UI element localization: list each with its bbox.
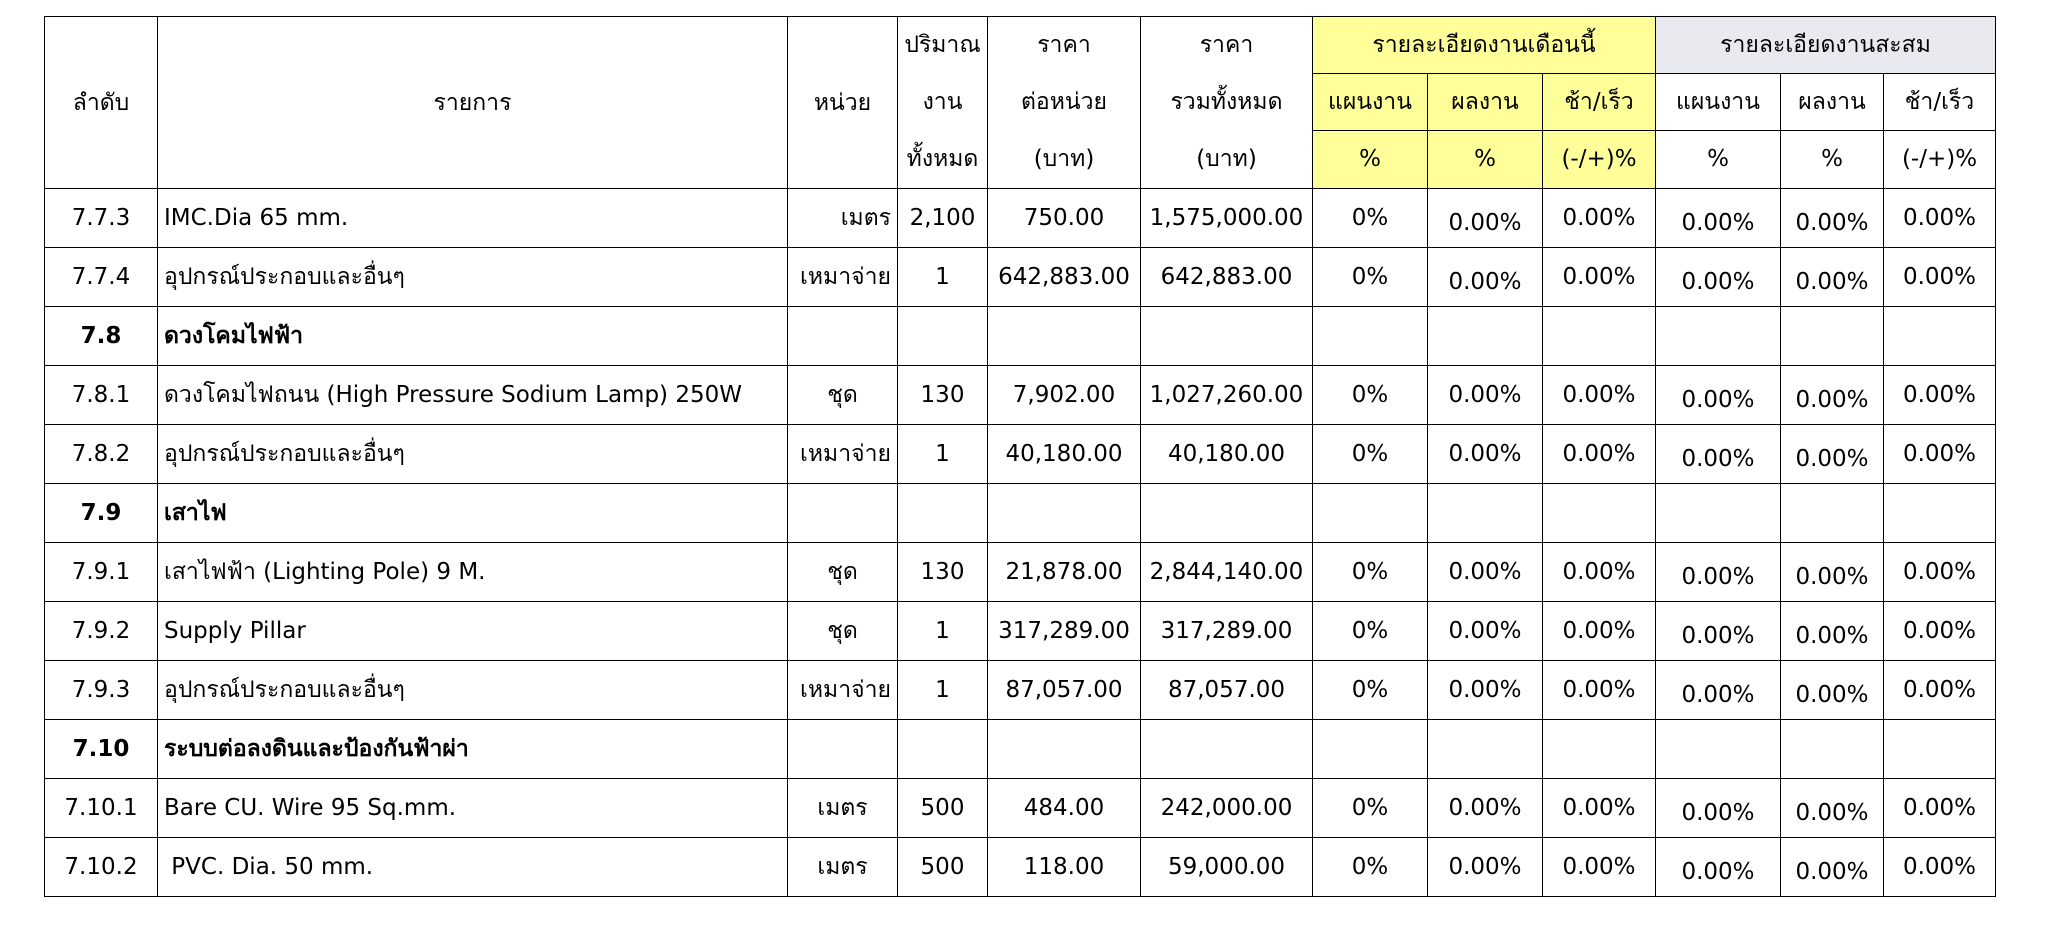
- cell-month-plan: 0%: [1313, 425, 1428, 484]
- cell-cum-result: [1781, 838, 1884, 897]
- cell-cum-plan: [1656, 838, 1781, 897]
- cell-empty: [1141, 484, 1313, 543]
- cell-cum-variance: 0.00%: [1884, 248, 1996, 307]
- header-month-variance-pct: (-/+)%: [1543, 130, 1656, 188]
- cell-month-variance: 0.00%: [1543, 189, 1656, 248]
- header-seq: ลำดับ: [45, 17, 158, 189]
- header-unit-price: [988, 17, 1141, 189]
- cell-seq: 7.8: [45, 307, 158, 366]
- cell-seq: 7.8.2: [45, 425, 158, 484]
- header-total-price-line3: (บาท): [1196, 146, 1257, 172]
- cell-cum-variance: 0.00%: [1884, 425, 1996, 484]
- cell-total: 59,000.00: [1141, 838, 1313, 897]
- cell-cum-plan-value: 0.00%: [1681, 269, 1755, 295]
- header-cum-plan: แผนงาน: [1656, 73, 1781, 130]
- section-row: [45, 720, 1996, 779]
- cell-unit-price: 484.00: [988, 779, 1141, 838]
- cell-cum-variance: 0.00%: [1884, 189, 1996, 248]
- table-row: [45, 189, 1996, 248]
- cell-total: 1,575,000.00: [1141, 189, 1313, 248]
- cell-month-result: 0.00%: [1428, 661, 1543, 720]
- header-month-group: รายละเอียดงานเดือนนี้: [1313, 17, 1656, 74]
- cell-cum-result: [1781, 661, 1884, 720]
- header-quantity-line2: งาน: [922, 89, 963, 115]
- cell-empty: [1543, 720, 1656, 779]
- cell-month-plan: 0%: [1313, 661, 1428, 720]
- cell-empty: [988, 720, 1141, 779]
- cell-seq: 7.7.4: [45, 248, 158, 307]
- cell-cum-result: [1781, 543, 1884, 602]
- cell-item: เสาไฟฟ้า (Lighting Pole) 9 M.: [158, 543, 788, 602]
- cell-empty: [1141, 307, 1313, 366]
- cell-quantity: 2,100: [898, 189, 988, 248]
- cell-month-result: 0.00%: [1428, 838, 1543, 897]
- cell-month-result: [1428, 248, 1543, 307]
- cell-cum-plan: [1656, 248, 1781, 307]
- header-quantity-line1: ปริมาณ: [904, 32, 981, 58]
- cell-month-result: 0.00%: [1428, 779, 1543, 838]
- cell-cum-result: [1781, 248, 1884, 307]
- cell-empty: [1781, 307, 1884, 366]
- cell-item: IMC.Dia 65 mm.: [158, 189, 788, 248]
- header-month-result: ผลงาน: [1428, 73, 1543, 130]
- cell-unit: เหมาจ่าย: [788, 661, 898, 720]
- header-cum-variance-pct: (-/+)%: [1884, 130, 1996, 188]
- cell-unit: ชุด: [788, 366, 898, 425]
- header-month-result-pct: %: [1428, 130, 1543, 188]
- cell-cum-variance: 0.00%: [1884, 602, 1996, 661]
- cell-empty: [1141, 720, 1313, 779]
- header-unit-price-line3: (บาท): [1033, 146, 1095, 172]
- cell-cum-result-value: 0.00%: [1795, 859, 1869, 885]
- cell-seq: 7.9.3: [45, 661, 158, 720]
- cell-cum-variance: 0.00%: [1884, 838, 1996, 897]
- table-row: [45, 425, 1996, 484]
- header-cum-variance: ช้า/เร็ว: [1884, 73, 1996, 130]
- cell-empty: [988, 484, 1141, 543]
- cell-empty: [1313, 484, 1428, 543]
- cell-unit: เมตร: [788, 189, 898, 248]
- cell-empty: [1781, 720, 1884, 779]
- header-total-price-line2: รวมทั้งหมด: [1170, 89, 1283, 115]
- cell-month-variance: 0.00%: [1543, 779, 1656, 838]
- header-total-price: [1141, 17, 1313, 189]
- table-row: [45, 248, 1996, 307]
- cell-unit-price: 87,057.00: [988, 661, 1141, 720]
- cell-month-result: 0.00%: [1428, 543, 1543, 602]
- cell-month-result-value: 0.00%: [1448, 210, 1522, 236]
- cell-quantity: 1: [898, 425, 988, 484]
- cell-quantity: 500: [898, 838, 988, 897]
- cell-total: 2,844,140.00: [1141, 543, 1313, 602]
- cell-cum-variance: 0.00%: [1884, 661, 1996, 720]
- cell-total: 40,180.00: [1141, 425, 1313, 484]
- cell-month-plan: 0%: [1313, 248, 1428, 307]
- cell-month-plan: 0%: [1313, 543, 1428, 602]
- cell-month-variance: 0.00%: [1543, 602, 1656, 661]
- cell-cum-variance: 0.00%: [1884, 543, 1996, 602]
- cell-month-plan: 0%: [1313, 602, 1428, 661]
- cell-cum-plan-value: 0.00%: [1681, 564, 1755, 590]
- cell-total: 642,883.00: [1141, 248, 1313, 307]
- cell-unit-price: 642,883.00: [988, 248, 1141, 307]
- cell-cum-plan-value: 0.00%: [1681, 387, 1755, 413]
- cell-month-result: 0.00%: [1428, 366, 1543, 425]
- header-total-price-line1: ราคา: [1199, 32, 1254, 58]
- cell-empty: [898, 720, 988, 779]
- cell-cum-result-value: 0.00%: [1795, 682, 1869, 708]
- cell-seq: 7.8.1: [45, 366, 158, 425]
- cell-empty: [1313, 307, 1428, 366]
- cell-cum-result: [1781, 602, 1884, 661]
- cell-month-result: 0.00%: [1428, 425, 1543, 484]
- cell-cum-result: [1781, 425, 1884, 484]
- cell-unit: ชุด: [788, 602, 898, 661]
- cell-empty: [1656, 720, 1781, 779]
- header-quantity: [898, 17, 988, 189]
- cell-quantity: 500: [898, 779, 988, 838]
- cell-item: อุปกรณ์ประกอบและอื่นๆ: [158, 425, 788, 484]
- table-row: [45, 366, 1996, 425]
- header-month-variance: ช้า/เร็ว: [1543, 73, 1656, 130]
- cell-empty: [1884, 307, 1996, 366]
- section-row: [45, 307, 1996, 366]
- cell-cum-plan: [1656, 779, 1781, 838]
- cell-month-variance: 0.00%: [1543, 661, 1656, 720]
- cell-cum-result-value: 0.00%: [1795, 446, 1869, 472]
- cell-seq: 7.7.3: [45, 189, 158, 248]
- cell-item: Supply Pillar: [158, 602, 788, 661]
- cell-unit: เหมาจ่าย: [788, 248, 898, 307]
- cell-empty: [1428, 484, 1543, 543]
- cell-unit: ชุด: [788, 543, 898, 602]
- cell-month-result: [1428, 189, 1543, 248]
- section-row: [45, 484, 1996, 543]
- cell-unit-price: 317,289.00: [988, 602, 1141, 661]
- cell-empty: [1543, 484, 1656, 543]
- cell-section-title: ดวงโคมไฟฟ้า: [158, 307, 788, 366]
- cell-total: 87,057.00: [1141, 661, 1313, 720]
- cell-empty: [788, 484, 898, 543]
- cell-empty: [1884, 484, 1996, 543]
- cell-item: อุปกรณ์ประกอบและอื่นๆ: [158, 248, 788, 307]
- cell-cum-plan: [1656, 425, 1781, 484]
- cell-cum-result-value: 0.00%: [1795, 800, 1869, 826]
- table-row: [45, 779, 1996, 838]
- cell-quantity: 1: [898, 248, 988, 307]
- cell-unit: เมตร: [788, 779, 898, 838]
- cell-cum-plan: [1656, 189, 1781, 248]
- cell-month-variance: 0.00%: [1543, 543, 1656, 602]
- header-item: รายการ: [158, 17, 788, 189]
- cell-section-title: เสาไฟ: [158, 484, 788, 543]
- header-quantity-line3: ทั้งหมด: [906, 146, 979, 172]
- cell-cum-variance: 0.00%: [1884, 779, 1996, 838]
- cell-total: 1,027,260.00: [1141, 366, 1313, 425]
- cell-cum-result: [1781, 779, 1884, 838]
- cell-month-result-value: 0.00%: [1448, 269, 1522, 295]
- cell-empty: [898, 484, 988, 543]
- cell-empty: [1781, 484, 1884, 543]
- table-row: [45, 838, 1996, 897]
- cell-empty: [988, 307, 1141, 366]
- cell-cum-result-value: 0.00%: [1795, 564, 1869, 590]
- cell-empty: [788, 307, 898, 366]
- cell-item: ดวงโคมไฟถนน (High Pressure Sodium Lamp) 250W: [158, 366, 788, 425]
- cell-seq: 7.9.1: [45, 543, 158, 602]
- cell-cum-plan-value: 0.00%: [1681, 800, 1755, 826]
- cell-total: 317,289.00: [1141, 602, 1313, 661]
- cell-month-variance: 0.00%: [1543, 248, 1656, 307]
- cell-item: PVC. Dia. 50 mm.: [158, 838, 788, 897]
- table-body: [45, 189, 1996, 897]
- cell-empty: [898, 307, 988, 366]
- cell-item: Bare CU. Wire 95 Sq.mm.: [158, 779, 788, 838]
- cell-empty: [1428, 720, 1543, 779]
- cell-month-plan: 0%: [1313, 189, 1428, 248]
- cell-empty: [1313, 720, 1428, 779]
- header-unit-price-line2: ต่อหน่วย: [1020, 89, 1108, 115]
- header-cum-result-pct: %: [1781, 130, 1884, 188]
- cell-cum-plan-value: 0.00%: [1681, 859, 1755, 885]
- cell-cum-plan: [1656, 661, 1781, 720]
- cell-cum-result-value: 0.00%: [1795, 623, 1869, 649]
- cell-quantity: 1: [898, 661, 988, 720]
- cell-cum-plan-value: 0.00%: [1681, 446, 1755, 472]
- cell-month-plan: 0%: [1313, 366, 1428, 425]
- cell-cum-result: [1781, 189, 1884, 248]
- cell-cum-plan: [1656, 543, 1781, 602]
- header-month-plan: แผนงาน: [1313, 73, 1428, 130]
- cell-cum-result-value: 0.00%: [1795, 387, 1869, 413]
- cell-item: อุปกรณ์ประกอบและอื่นๆ: [158, 661, 788, 720]
- cell-unit-price: 7,902.00: [988, 366, 1141, 425]
- cell-quantity: 130: [898, 543, 988, 602]
- cell-unit: เมตร: [788, 838, 898, 897]
- header-unit-price-line1: ราคา: [1037, 32, 1091, 58]
- header-cum-result: ผลงาน: [1781, 73, 1884, 130]
- cell-empty: [788, 720, 898, 779]
- cell-month-variance: 0.00%: [1543, 366, 1656, 425]
- table-row: [45, 661, 1996, 720]
- cell-empty: [1656, 307, 1781, 366]
- cell-cum-plan: [1656, 366, 1781, 425]
- table-row: [45, 543, 1996, 602]
- cell-unit-price: 118.00: [988, 838, 1141, 897]
- cell-cum-result: [1781, 366, 1884, 425]
- cell-total: 242,000.00: [1141, 779, 1313, 838]
- cell-seq: 7.10.2: [45, 838, 158, 897]
- header-month-plan-pct: %: [1313, 130, 1428, 188]
- cell-unit: เหมาจ่าย: [788, 425, 898, 484]
- cell-seq: 7.10.1: [45, 779, 158, 838]
- cell-unit-price: 21,878.00: [988, 543, 1141, 602]
- cell-empty: [1543, 307, 1656, 366]
- cell-cum-plan-value: 0.00%: [1681, 623, 1755, 649]
- cell-seq: 7.10: [45, 720, 158, 779]
- cell-month-variance: 0.00%: [1543, 838, 1656, 897]
- cell-empty: [1428, 307, 1543, 366]
- cell-month-result: 0.00%: [1428, 602, 1543, 661]
- cell-cum-plan-value: 0.00%: [1681, 682, 1755, 708]
- cell-cum-plan-value: 0.00%: [1681, 210, 1755, 236]
- header-unit: หน่วย: [788, 17, 898, 189]
- cell-cum-plan: [1656, 602, 1781, 661]
- cell-cum-variance: 0.00%: [1884, 366, 1996, 425]
- cell-cum-result-value: 0.00%: [1795, 210, 1869, 236]
- cell-empty: [1656, 484, 1781, 543]
- cell-unit-price: 40,180.00: [988, 425, 1141, 484]
- cell-seq: 7.9: [45, 484, 158, 543]
- cell-empty: [1884, 720, 1996, 779]
- cell-quantity: 1: [898, 602, 988, 661]
- cell-month-variance: 0.00%: [1543, 425, 1656, 484]
- table-row: [45, 602, 1996, 661]
- header-cum-plan-pct: %: [1656, 130, 1781, 188]
- header-cumulative-group: รายละเอียดงานสะสม: [1656, 17, 1996, 74]
- cell-cum-result-value: 0.00%: [1795, 269, 1869, 295]
- cell-quantity: 130: [898, 366, 988, 425]
- cell-section-title: ระบบต่อลงดินและป้องกันฟ้าผ่า: [158, 720, 788, 779]
- progress-table: [44, 16, 1996, 897]
- cell-seq: 7.9.2: [45, 602, 158, 661]
- cell-month-plan: 0%: [1313, 779, 1428, 838]
- cell-unit-price: 750.00: [988, 189, 1141, 248]
- cell-month-plan: 0%: [1313, 838, 1428, 897]
